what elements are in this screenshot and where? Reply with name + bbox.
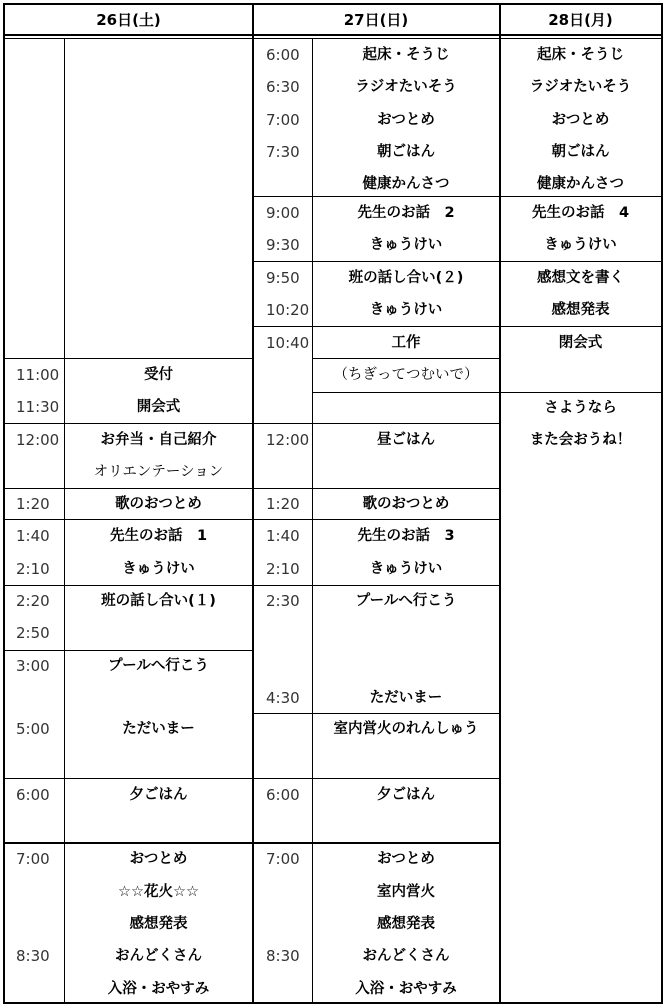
day2-time-cell: 6:00 [266,46,300,64]
day2-event-cell: 昼ごはん [377,432,435,448]
day2-time-cell: 2:30 [266,592,300,610]
day3-event-cell: ラジオたいそう [529,79,632,95]
day2-event-cell: プールへ行こう [355,593,457,609]
day1-time-cell: 12:00 [16,431,60,449]
day2-time-cell: 7:30 [266,143,300,161]
day1-time-cell [16,973,64,1005]
day1-header: 26日(土) [96,11,161,29]
day1-event-cell: 班の話し合い(１) [101,593,216,609]
day1-time-cell [16,876,64,908]
day2-event-cell: （ちぎってつむいで） [333,367,479,383]
day2-time-cell [266,908,312,940]
day3-header: 28日(月) [548,11,613,29]
day1-event-cell: きゅうけい [122,561,195,577]
day2-time-cell: 7:00 [266,111,300,129]
day2-event-cell: 入浴・おやすみ [355,981,457,997]
day3-event-cell: 先生のお話 4 [531,205,630,221]
day2-event-cell: 先生のお話 3 [357,528,455,544]
day2-event-cell: おつとめ [377,851,435,867]
day1-event-cell: ただいまー [122,721,195,737]
day3-event-cell: おつとめ [551,112,610,128]
day2-time-cell [266,973,312,1005]
day1-event-cell: 先生のお話 1 [109,528,208,544]
day3-event-cell: 感想文を書く [537,270,624,286]
day2-event-cell: 夕ごはん [377,787,435,803]
row-divider [3,34,663,36]
day2-event-cell: 感想発表 [377,916,435,932]
day2-event-cell: 歌のおつとめ [362,496,450,512]
day2-event-cell: きゅうけい [369,237,443,253]
day2-time-cell: 2:10 [266,560,300,578]
day2-event-cell: 起床・そうじ [362,47,450,63]
day2-header: 27日(日) [343,11,409,29]
day3-event-cell: 起床・そうじ [537,47,624,63]
day2-time-cell: 10:20 [266,301,310,319]
day2-event-cell: 室内営火のれんしゅう [333,721,479,737]
day3-event-cell: 感想発表 [551,302,610,318]
day1-event-cell: 開会式 [136,399,181,415]
day1-event-cell: 受付 [144,367,173,383]
day1-event-cell: 夕ごはん [129,787,188,803]
day2-time-cell: 10:40 [266,334,310,352]
day1-time-cell: 3:00 [16,657,50,675]
day2-time-cell [266,168,312,200]
day2-event-cell: ラジオたいそう [355,79,457,95]
column-divider [252,3,254,1004]
day3-event-cell: また会おうね！ [529,432,632,448]
day2-event-cell: ただいまー [369,690,443,706]
day1-event-cell: ☆☆花火☆☆ [118,884,199,900]
day2-event-cell: 班の話し合い(２) [348,270,464,286]
day2-event-cell: 工作 [391,335,421,351]
day1-event-cell: 歌のおつとめ [115,496,202,512]
day1-time-cell: 7:00 [16,850,50,868]
day2-event-cell: 健康かんさつ [362,176,450,192]
day2-event-cell: おんどくさん [362,948,450,964]
day3-event-cell: 朝ごはん [551,144,610,160]
day1-time-cell: 8:30 [16,947,50,965]
day1-event-cell: おんどくさん [115,948,202,964]
day2-event-cell: 先生のお話 2 [357,205,455,221]
day1-event-cell: 入浴・おやすみ [107,981,210,997]
day1-event-cell: お弁当・自己紹介 [100,432,217,448]
day2-time-cell [266,876,312,908]
day1-event-cell: オリエンテーション [93,464,224,480]
row-divider [313,392,499,393]
day1-time-cell: 1:40 [16,527,50,545]
day3-event-cell: 閉会式 [558,335,603,351]
day2-time-cell: 9:00 [266,204,300,222]
day2-time-cell [266,359,312,391]
day2-time-cell: 6:00 [266,786,300,804]
day2-time-cell: 1:40 [266,527,300,545]
day2-event-cell: 朝ごはん [377,144,435,160]
day2-time-cell: 6:30 [266,78,300,96]
day1-time-cell: 5:00 [16,720,50,738]
day2-event-cell: きゅうけい [369,302,443,318]
day2-time-cell: 4:30 [266,689,300,707]
day1-time-cell: 11:00 [16,366,60,384]
day2-time-cell: 9:50 [266,269,300,287]
day1-event-cell: プールへ行こう [108,658,209,674]
day2-event-cell: おつとめ [377,112,435,128]
day3-event-cell: さようなら [544,400,617,416]
day1-time-cell: 1:20 [16,495,50,513]
day1-time-cell: 2:10 [16,560,50,578]
day2-time-cell: 7:00 [266,850,300,868]
day2-time-cell: 9:30 [266,236,300,254]
day3-event-cell: きゅうけい [544,237,617,253]
day2-time-cell [266,713,312,745]
day2-event-cell: 室内営火 [377,884,435,900]
day1-time-cell [16,456,64,488]
day1-time-cell: 2:50 [16,624,50,642]
day2-event-cell: きゅうけい [369,561,443,577]
day1-event-cell [65,617,252,649]
day3-event-cell: 健康かんさつ [537,176,624,192]
day1-time-cell [16,908,64,940]
day1-event-cell: おつとめ [129,851,188,867]
day2-time-cell: 8:30 [266,947,300,965]
day1-time-cell: 11:30 [16,398,60,416]
day1-time-cell: 6:00 [16,786,50,804]
day2-time-cell: 12:00 [266,431,310,449]
day2-time-cell: 1:20 [266,495,300,513]
day1-time-cell: 2:20 [16,592,50,610]
day1-event-cell: 感想発表 [129,916,188,932]
